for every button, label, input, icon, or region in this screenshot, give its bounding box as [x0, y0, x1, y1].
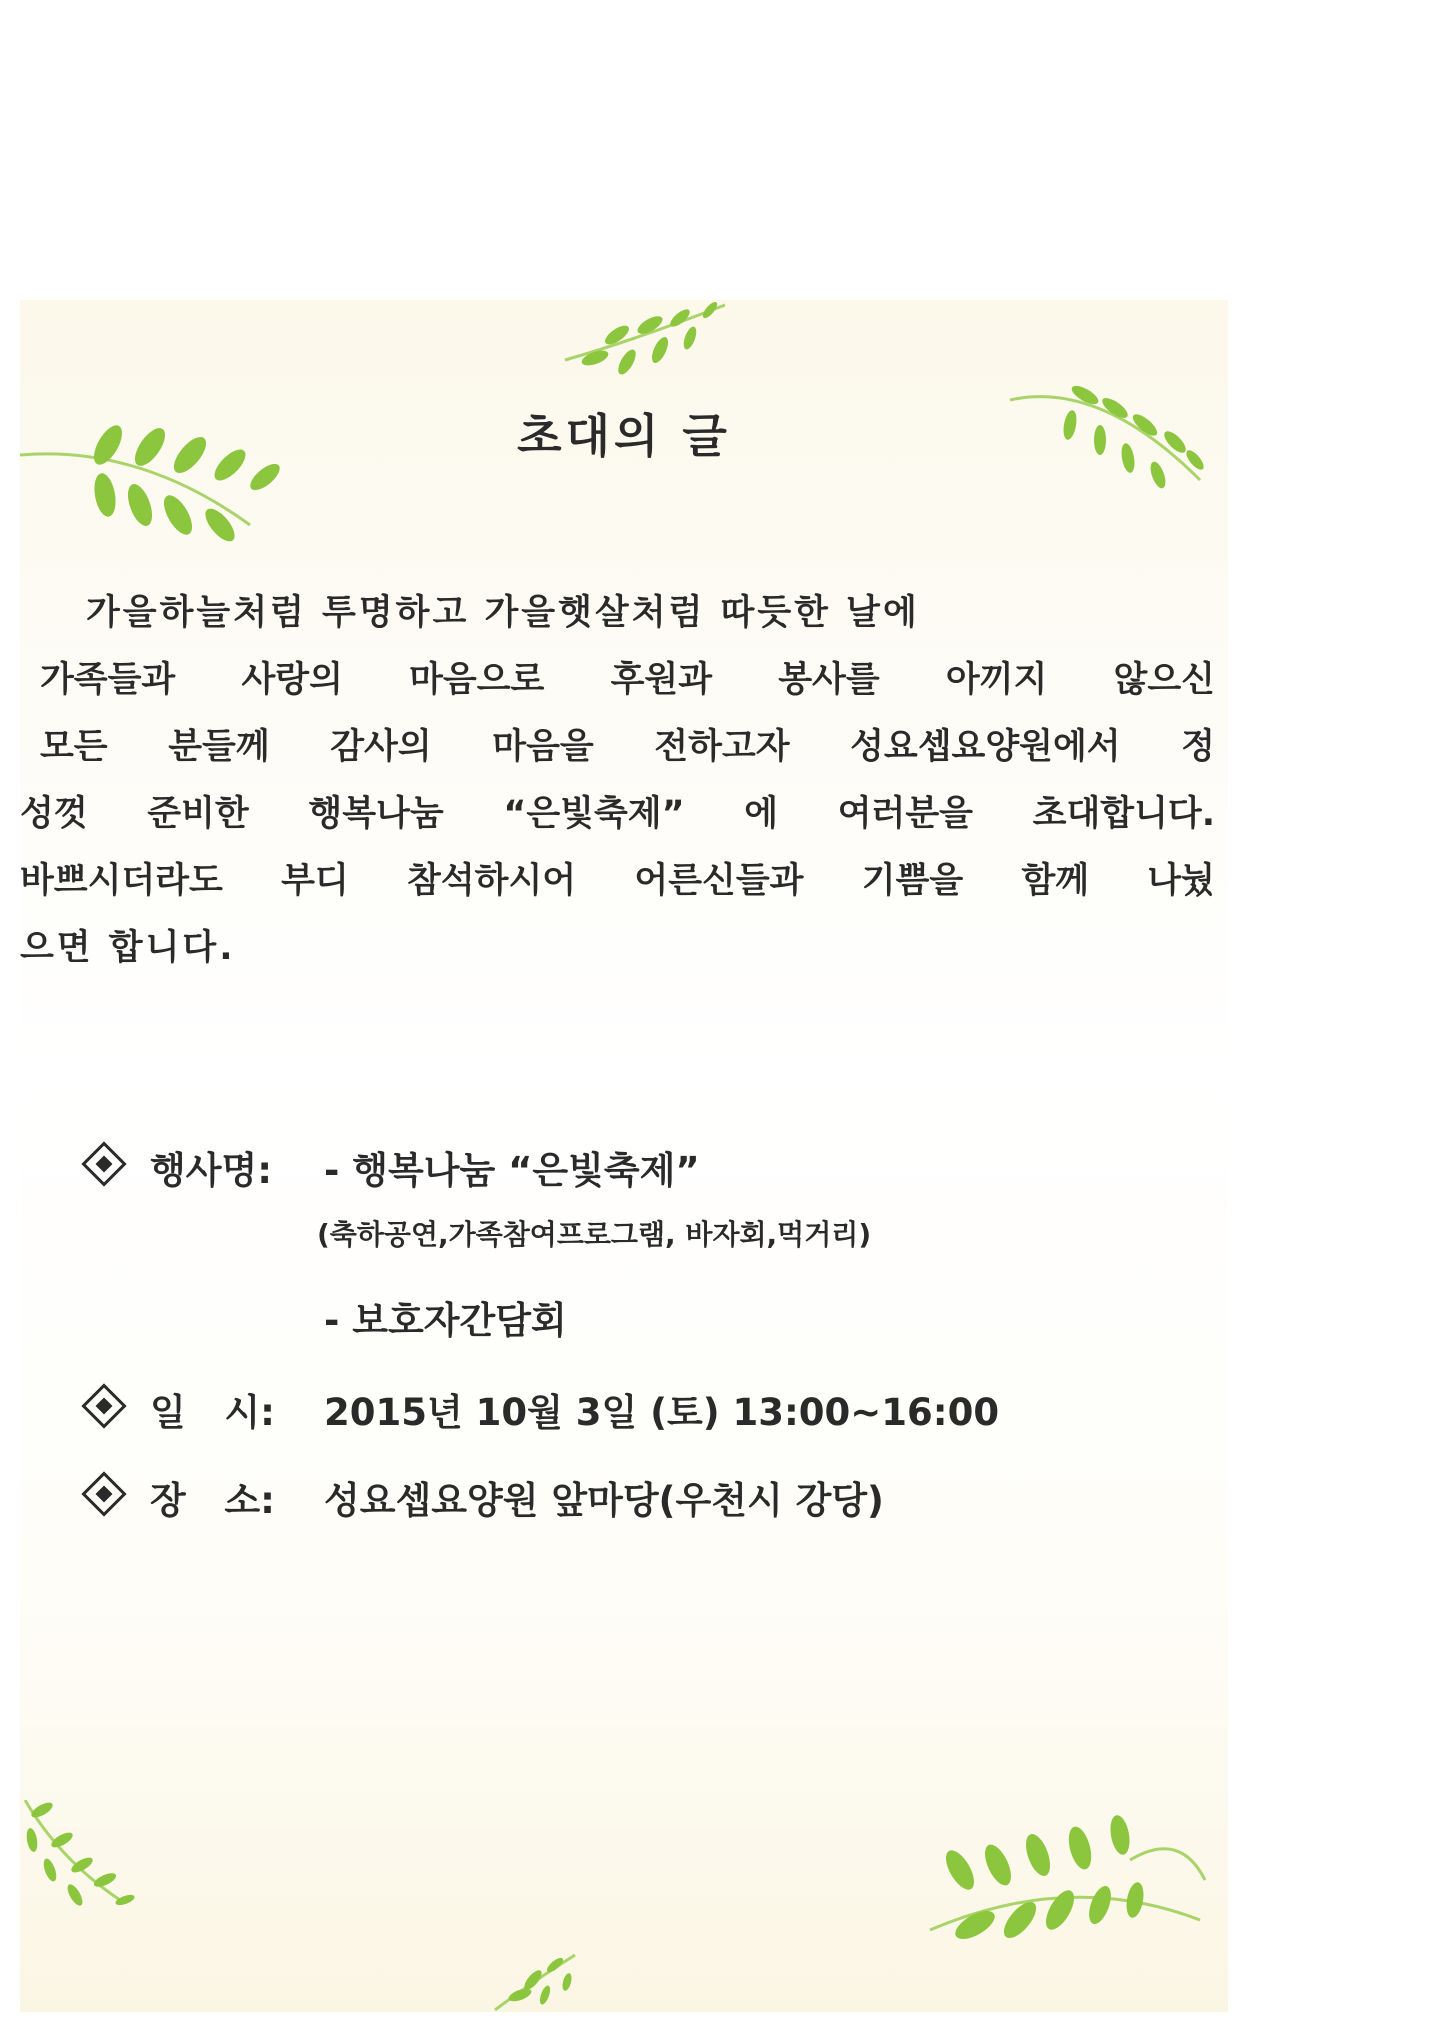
date-value: 2015년 10월 3일 (토) 13:00~16:00	[324, 1391, 1000, 1434]
place-value: 성요셉요양원 앞마당(우천시 강당)	[324, 1479, 884, 1522]
body-line: 가을하늘처럼 투명하고 가을햇살처럼 따듯한 날에	[86, 593, 920, 633]
event-subtitle: (축하공연,가족참여프로그램, 바자회,먹거리)	[317, 1218, 872, 1251]
body-line: 으면 합니다.	[20, 928, 236, 968]
body-line: 가족들과 사랑의 마음으로 후원과 봉사를 아끼지 않으신	[40, 660, 1215, 700]
diamond-bullet-icon	[81, 1471, 126, 1516]
body-line: 성껏 준비한 행복나눔 “은빛축제” 에 여러분을 초대합니다.	[20, 794, 1215, 834]
body-line: 바쁘시더라도 부디 참석하시어 어른신들과 기쁨을 함께 나눴	[20, 861, 1215, 901]
invitation-card	[20, 300, 1228, 2012]
diamond-bullet-icon	[81, 1383, 126, 1428]
leaf-sprig-top-center-icon	[555, 300, 745, 400]
leaf-sprig-bottom-left-icon	[20, 1800, 150, 1930]
body-line: 모든 분들께 감사의 마음을 전하고자 성요셉요양원에서 정	[40, 727, 1215, 767]
diamond-bullet-icon	[81, 1141, 126, 1186]
page-title: 초대의 글	[517, 409, 731, 463]
leaf-sprig-bottom-right-icon	[920, 1810, 1220, 1960]
place-label: 장 소:	[150, 1479, 275, 1522]
event-value: - 행복나눔 “은빛축제”	[324, 1149, 700, 1192]
event-label: 행사명:	[150, 1149, 273, 1192]
event-value-2: - 보호자간담회	[324, 1299, 567, 1342]
date-label: 일 시:	[150, 1391, 275, 1434]
leaf-sprig-bottom-center-icon	[485, 1950, 585, 2012]
invitation-body	[20, 580, 1215, 982]
